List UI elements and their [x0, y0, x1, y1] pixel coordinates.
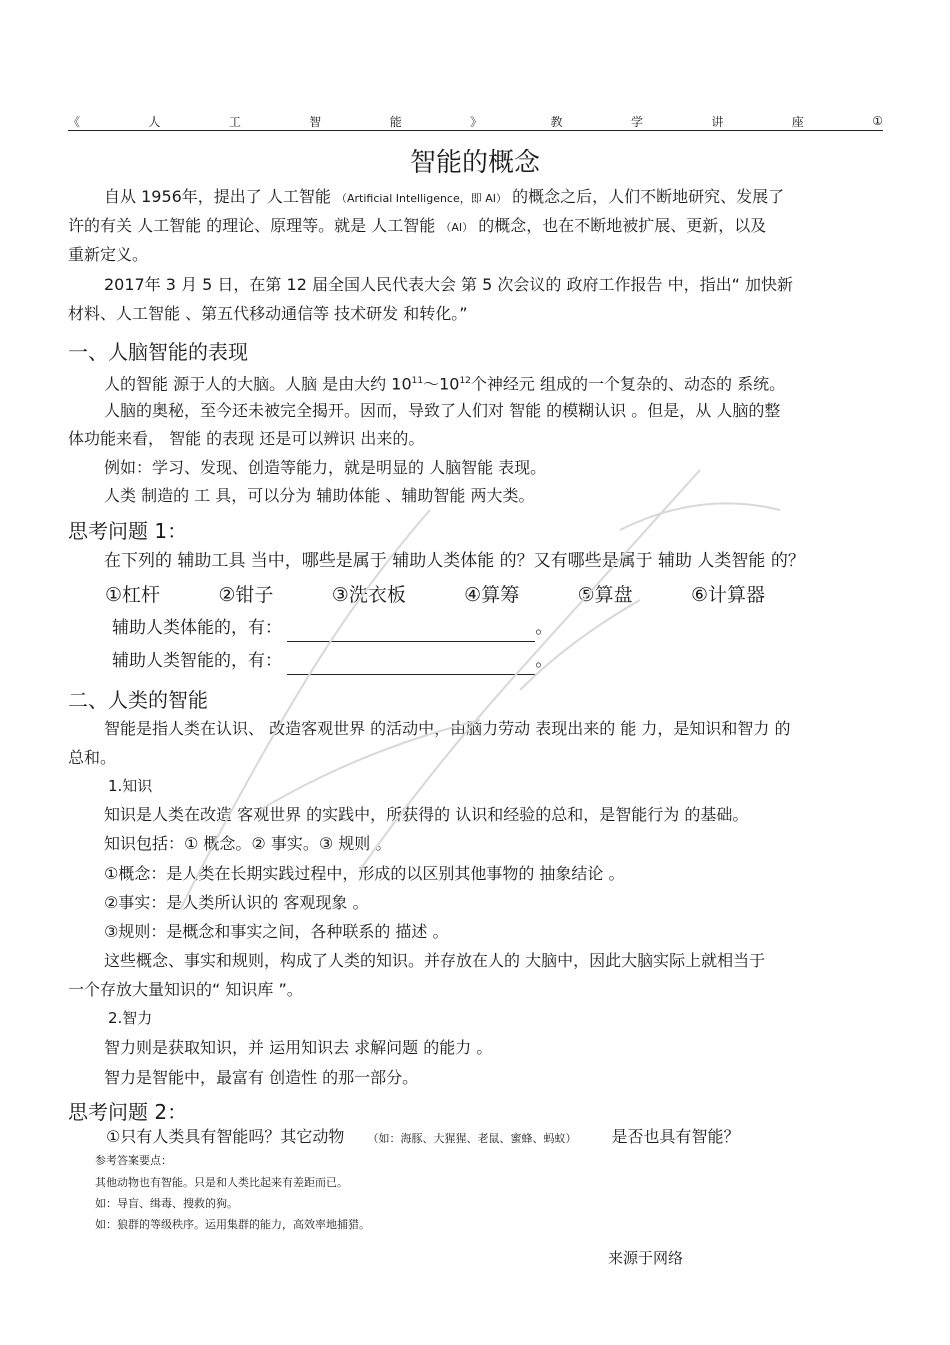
header-char: 学 — [630, 114, 643, 129]
lecture-header — [68, 112, 883, 131]
header-char: 座 — [791, 114, 804, 129]
section-1-text: ～10 — [423, 374, 460, 394]
answer-note: 参考答案要点： — [95, 1154, 172, 1167]
answer-mind-blank[interactable] — [287, 656, 535, 675]
intro-small-text: （AI） — [440, 221, 474, 234]
intro-paragraph-1-line-1 — [68, 183, 883, 212]
header-char: 《 — [68, 114, 81, 129]
header-char: 人 — [148, 114, 161, 129]
choice-lever: ①杠杆 — [105, 584, 161, 606]
section-1-text: 人的智能 源于人的大脑。人脑 是由大约 10 — [104, 374, 412, 394]
exponent: 11 — [411, 376, 424, 386]
end-mark: 。 — [535, 651, 553, 671]
answer-body-blank[interactable] — [287, 623, 535, 642]
choice-calculator: ⑥计算器 — [690, 584, 765, 606]
page-title: 智能的概念 — [409, 148, 540, 178]
question-1-prompt: 在下列的 辅助工具 当中，哪些是属于 辅助人类体能 的？又有哪些是属于 辅助 人类智能 的？ — [104, 551, 805, 571]
knowledge-line-5: ③规则：是概念和事实之间，各种联系的 描述 。 — [104, 922, 449, 941]
question-2-text: 是否也具有智能？ — [611, 1127, 740, 1146]
intro-text: 的概念，也在不断地被扩展、更新，以及 — [478, 216, 767, 235]
intro-paragraph-1-line-2 — [68, 212, 883, 241]
intro-text: 自从 1956年，提出了 人工智能 — [104, 187, 331, 206]
header-char: ① — [872, 114, 883, 128]
intro-text: 许的有关 人工智能 的理论、原理等。就是 人工智能 — [68, 216, 436, 235]
source-footer: 来源于网络 — [608, 1249, 684, 1267]
header-char: 能 — [389, 114, 402, 129]
intro-paragraph-2-line-2: 材料、人工智能 、第五代移动通信等 技术研发 和转化。” — [68, 304, 468, 323]
end-mark: 。 — [535, 618, 553, 638]
intro-small-text: （Artificial Intelligence，即 AI） — [336, 192, 508, 205]
question-1-heading: 思考问题 1： — [68, 519, 188, 543]
section-2-heading: 二、人类的智能 — [68, 688, 208, 712]
intro-paragraph-1-line-3: 重新定义。 — [68, 245, 149, 264]
exponent: 12 — [459, 376, 471, 386]
tool-choices — [105, 580, 765, 607]
header-char: 》 — [470, 114, 483, 129]
section-1-line-2: 人脑的奥秘，至今还未被完全揭开。因而，导致了人们对 智能 的模糊认识 。但是，从 人脑的整 — [104, 401, 781, 420]
section-1-text: 个神经元 组成的一个复杂的、动态的 系统。 — [470, 374, 786, 394]
knowledge-line-2: 知识包括：① 概念。② 事实。③ 规则 。 — [104, 834, 392, 853]
choice-abacus: ⑤算盘 — [577, 584, 633, 606]
header-char: 工 — [228, 114, 241, 129]
section-2-definition-line-1: 智能是指人类在认识、 改造客观世界 的活动中，由脑力劳动 表现出来的 能 力，是知识和智力 的 — [104, 719, 791, 738]
question-2-prompt — [106, 1123, 921, 1152]
knowledge-line-6: 这些概念、事实和规则，构成了人类的知识。并存放在人的 大脑中，因此大脑实际上就相当于 — [104, 951, 766, 970]
knowledge-line-4: ②事实：是人类所认识的 客观现象 。 — [104, 893, 369, 912]
choice-counting-rods: ④算筹 — [464, 584, 520, 606]
intro-paragraph-2-line-1: 2017年 3 月 5 日，在第 12 届全国人民代表大会 第 5 次会议的 政府工作报告 中，指出“ 加快新 — [104, 275, 793, 294]
question-2-small-text: （如：海豚、大猩猩、老鼠、蜜蜂、蚂蚁） — [367, 1132, 577, 1145]
intellect-line-1: 智力则是获取知识，并 运用知识去 求解问题 的能力 。 — [104, 1038, 493, 1057]
answer-note: 如：导盲、缉毒、搜救的狗。 — [95, 1197, 238, 1210]
intro-text: 的概念之后，人们不断地研究、发展了 — [512, 187, 785, 206]
intellect-line-2: 智力是智能中，最富有 创造性 的那一部分。 — [104, 1068, 419, 1087]
section-1-line-5: 人类 制造的 工 具，可以分为 辅助体能 、辅助智能 两大类。 — [104, 486, 535, 505]
header-char: 教 — [550, 114, 563, 129]
subheading-knowledge: 1.知识 — [108, 777, 153, 795]
answer-note: 其他动物也有智能。只是和人类比起来有差距而已。 — [95, 1176, 348, 1189]
knowledge-line-1: 知识是人类在改造 客观世界 的实践中，所获得的 认识和经验的总和，是智能行为 的基础。 — [104, 805, 749, 824]
knowledge-line-7: 一个存放大量知识的“ 知识库 ”。 — [68, 980, 303, 999]
subheading-intellect: 2.智力 — [108, 1009, 153, 1027]
section-1-line-4: 例如：学习、发现、创造等能力，就是明显的 人脑智能 表现。 — [104, 458, 547, 477]
answer-body-row — [112, 615, 927, 642]
answer-mind-label: 辅助人类智能的，有： — [112, 651, 282, 671]
header-char: 智 — [309, 114, 322, 129]
section-2-definition-line-2: 总和。 — [68, 748, 117, 767]
answer-mind-row — [112, 648, 927, 675]
question-2-text: ①只有人类具有智能吗？其它动物 — [106, 1127, 345, 1146]
knowledge-line-3: ①概念：是人类在长期实践过程中，形成的以区别其他事物的 抽象结论 。 — [104, 864, 625, 883]
question-2-heading: 思考问题 2： — [68, 1100, 188, 1124]
section-1-line-3: 体功能来看， 智能 的表现 还是可以辨识 出来的。 — [68, 429, 425, 448]
choice-washboard: ③洗衣板 — [331, 584, 406, 606]
answer-body-label: 辅助人类体能的，有： — [112, 618, 282, 638]
section-1-line-1 — [68, 368, 883, 397]
header-char: 讲 — [711, 114, 724, 129]
choice-pliers: ②钳子 — [218, 584, 274, 606]
answer-note: 如：狼群的等级秩序。运用集群的能力，高效率地捕猎。 — [95, 1218, 370, 1231]
section-1-heading: 一、人脑智能的表现 — [68, 340, 248, 364]
